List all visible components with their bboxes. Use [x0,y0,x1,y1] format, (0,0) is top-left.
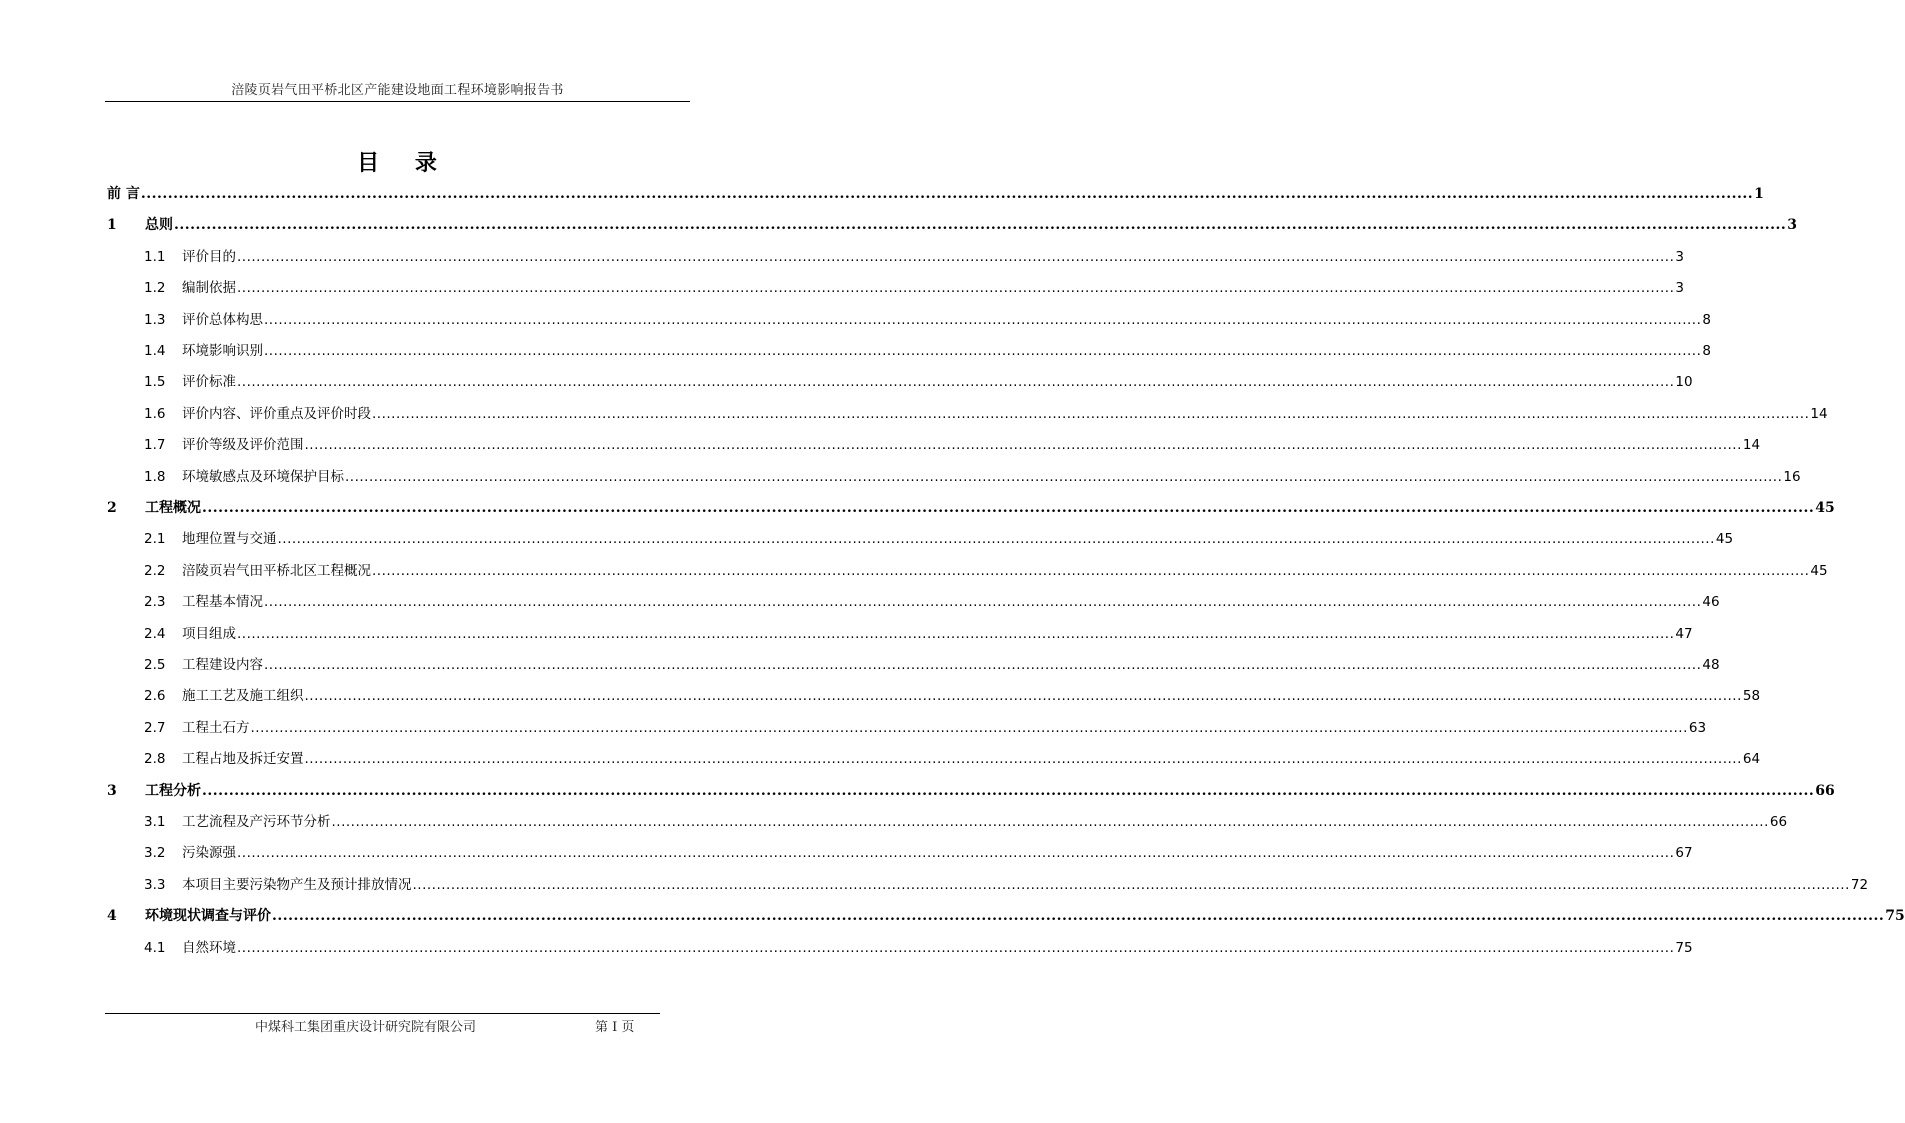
toc-section-entry[interactable] [144,685,1761,707]
toc-entry-page: 3 [1675,248,1684,265]
toc-dot-leader: ............................................................................................................................................................................................................................................................................................................ [331,814,1769,830]
footer-page-number: 第 I 页 [595,1020,635,1035]
toc-chapter-entry[interactable] [107,780,1835,802]
toc-entry-title: 评价目的 [182,248,236,265]
toc-entry-number: 1.3 [144,311,166,328]
toc-entry-page: 75 [1675,939,1693,956]
toc-entry-title: 工艺流程及产污环节分析 [182,814,331,830]
toc-entry-number: 3.3 [144,876,166,893]
toc-section-entry[interactable] [144,717,1707,739]
toc-entry-title: 环境现状调查与评价 [145,908,271,925]
running-header: 涪陵页岩气田平桥北区产能建设地面工程环境影响报告书 [231,83,564,98]
toc-entry-title: 环境影响识别 [182,343,263,359]
toc-section-entry[interactable] [144,340,1711,362]
toc-entry-title: 工程占地及拆迁安置 [182,751,304,768]
toc-section-entry[interactable] [144,466,1801,488]
toc-entry-page: 46 [1702,594,1720,611]
toc-entry-page: 10 [1675,374,1693,391]
toc-entry-page: 58 [1742,688,1761,705]
toc-entry-title: 评价总体构思 [182,311,263,328]
toc-entry-number: 3.1 [144,814,166,830]
toc-section-entry[interactable] [144,434,1761,456]
toc-dot-leader: ............................................................................................................................................................................................................................................................................................................ [237,845,1675,862]
toc-section-entry[interactable] [144,842,1693,864]
toc-entry-number: 1.1 [144,248,166,265]
toc-dot-leader: ............................................................................................................................................................................................................................................................................................................ [140,186,1754,202]
toc-chapter-entry[interactable] [107,497,1835,519]
toc-entry-number: 2.7 [144,719,166,736]
toc-entry-title: 评价标准 [182,374,236,391]
toc-entry-page: 67 [1675,845,1693,862]
toc-dot-leader: ............................................................................................................................................................................................................................................................................................................ [237,280,1675,297]
toc-entry-title: 前 言 [107,186,140,202]
toc-entry-title: 总则 [145,217,173,234]
toc-entry-title: 施工工艺及施工组织 [182,688,304,705]
toc-section-entry[interactable] [144,874,1869,896]
toc-entry-page: 3 [1675,280,1684,297]
toc-section-entry[interactable] [144,811,1788,833]
toc-dot-leader: ............................................................................................................................................................................................................................................................................................................ [304,688,1742,705]
toc-entry-number: 4.1 [144,939,166,956]
toc-entry-title: 涪陵页岩气田平桥北区工程概况 [182,562,371,579]
toc-dot-leader: ............................................................................................................................................................................................................................................................................................................ [304,751,1742,768]
toc-section-entry[interactable] [144,654,1720,676]
toc-entry-number: 1 [107,217,117,234]
toc-entry-page: 75 [1885,908,1905,925]
toc-entry-page: 1 [1754,186,1764,202]
toc-dot-leader: ............................................................................................................................................................................................................................................................................................................ [202,782,1815,799]
toc-entry-title: 本项目主要污染物产生及预计排放情况 [182,876,412,893]
toc-section-entry[interactable] [144,403,1828,425]
toc-dot-leader: ............................................................................................................................................................................................................................................................................................................ [264,594,1702,611]
toc-dot-leader: ............................................................................................................................................................................................................................................................................................................ [412,876,1850,893]
toc-entry-title: 地理位置与交通 [182,531,277,548]
toc-dot-leader: ............................................................................................................................................................................................................................................................................................................ [237,625,1675,642]
toc-section-entry[interactable] [144,591,1720,613]
toc-entry-title: 评价内容、评价重点及评价时段 [182,405,371,422]
toc-dot-leader: ............................................................................................................................................................................................................................................................................................................ [237,939,1675,956]
toc-section-entry[interactable] [144,246,1684,268]
toc-entry-page: 45 [1810,562,1828,579]
toc-dot-leader: ............................................................................................................................................................................................................................................................................................................ [202,500,1815,516]
toc-chapter-entry[interactable] [107,214,1797,236]
toc-entry-page: 45 [1715,531,1734,548]
toc-dot-leader: ............................................................................................................................................................................................................................................................................................................ [345,468,1783,485]
toc-entry-page: 66 [1815,782,1835,799]
toc-entry-title: 工程基本情况 [182,594,263,611]
toc-entry-number: 1.4 [144,343,166,359]
toc-entry-number: 1.7 [144,437,166,454]
toc-section-entry[interactable] [144,309,1711,331]
toc-entry-page: 63 [1688,719,1707,736]
toc-dot-leader: ............................................................................................................................................................................................................................................................................................................ [237,374,1675,391]
toc-dot-leader: ............................................................................................................................................................................................................................................................................................................ [272,908,1885,925]
toc-section-entry[interactable] [144,277,1684,299]
toc-entry-number: 1.8 [144,468,166,485]
toc-entry-number: 1.5 [144,374,166,391]
toc-entry-number: 3 [107,782,117,799]
toc-entry-page: 14 [1742,437,1761,454]
toc-dot-leader: ............................................................................................................................................................................................................................................................................................................ [237,248,1675,265]
toc-entry-title: 环境敏感点及环境保护目标 [182,468,344,485]
toc-entry-number: 1.2 [144,280,166,297]
toc-entry-number: 2.2 [144,562,166,579]
toc-section-entry[interactable] [144,748,1761,770]
toc-entry-number: 2.1 [144,531,166,548]
toc-entry-page: 8 [1702,343,1711,359]
toc-dot-leader: ............................................................................................................................................................................................................................................................................................................ [372,562,1810,579]
toc-entry-title: 工程土石方 [182,719,250,736]
toc-section-entry[interactable] [144,371,1693,393]
toc-entry-number: 2.8 [144,751,166,768]
footer-organization: 中煤科工集团重庆设计研究院有限公司 [255,1020,477,1035]
page-title: 目 录 [357,151,451,176]
toc-entry-page: 64 [1742,751,1761,768]
toc-entry-title: 编制依据 [182,280,236,297]
toc-entry-title: 工程概况 [145,500,201,516]
toc-entry-page: 66 [1769,814,1788,830]
toc-entry-title: 项目组成 [182,625,236,642]
toc-entry-page: 16 [1783,468,1801,485]
toc-entry-page: 47 [1675,625,1693,642]
toc-dot-leader: ............................................................................................................................................................................................................................................................................................................ [264,343,1702,359]
toc-entry-number: 4 [107,908,117,925]
toc-section-entry[interactable] [144,623,1693,645]
toc-dot-leader: ............................................................................................................................................................................................................................................................................................................ [304,437,1742,454]
toc-entry-page: 14 [1810,405,1828,422]
toc-entry-number: 3.2 [144,845,166,862]
toc-entry-page: 3 [1787,217,1797,234]
footer-divider [105,1013,660,1014]
toc-chapter-entry[interactable] [107,183,1764,205]
toc-entry-number: 2.4 [144,625,166,642]
toc-entry-page: 8 [1702,311,1711,328]
toc-entry-number: 2.6 [144,688,166,705]
toc-dot-leader: ............................................................................................................................................................................................................................................................................................................ [372,405,1810,422]
toc-entry-page: 45 [1815,500,1835,516]
toc-entry-number: 1.6 [144,405,166,422]
toc-dot-leader: ............................................................................................................................................................................................................................................................................................................ [174,217,1787,234]
toc-section-entry[interactable] [144,560,1828,582]
toc-entry-number: 2.3 [144,594,166,611]
toc-entry-number: 2 [107,500,117,516]
toc-entry-number: 2.5 [144,657,166,673]
toc-section-entry[interactable] [144,937,1693,959]
toc-section-entry[interactable] [144,528,1734,550]
toc-dot-leader: ............................................................................................................................................................................................................................................................................................................ [250,719,1688,736]
toc-entry-title: 自然环境 [182,939,236,956]
toc-dot-leader: ............................................................................................................................................................................................................................................................................................................ [264,311,1702,328]
toc-entry-page: 72 [1850,876,1869,893]
toc-entry-title: 工程分析 [145,782,201,799]
toc-entry-page: 48 [1702,657,1720,673]
toc-entry-title: 污染源强 [182,845,236,862]
toc-dot-leader: ............................................................................................................................................................................................................................................................................................................ [277,531,1715,548]
toc-entry-title: 工程建设内容 [182,657,263,673]
toc-chapter-entry[interactable] [107,905,1905,927]
toc-entry-title: 评价等级及评价范围 [182,437,304,454]
toc-dot-leader: ............................................................................................................................................................................................................................................................................................................ [264,657,1702,673]
